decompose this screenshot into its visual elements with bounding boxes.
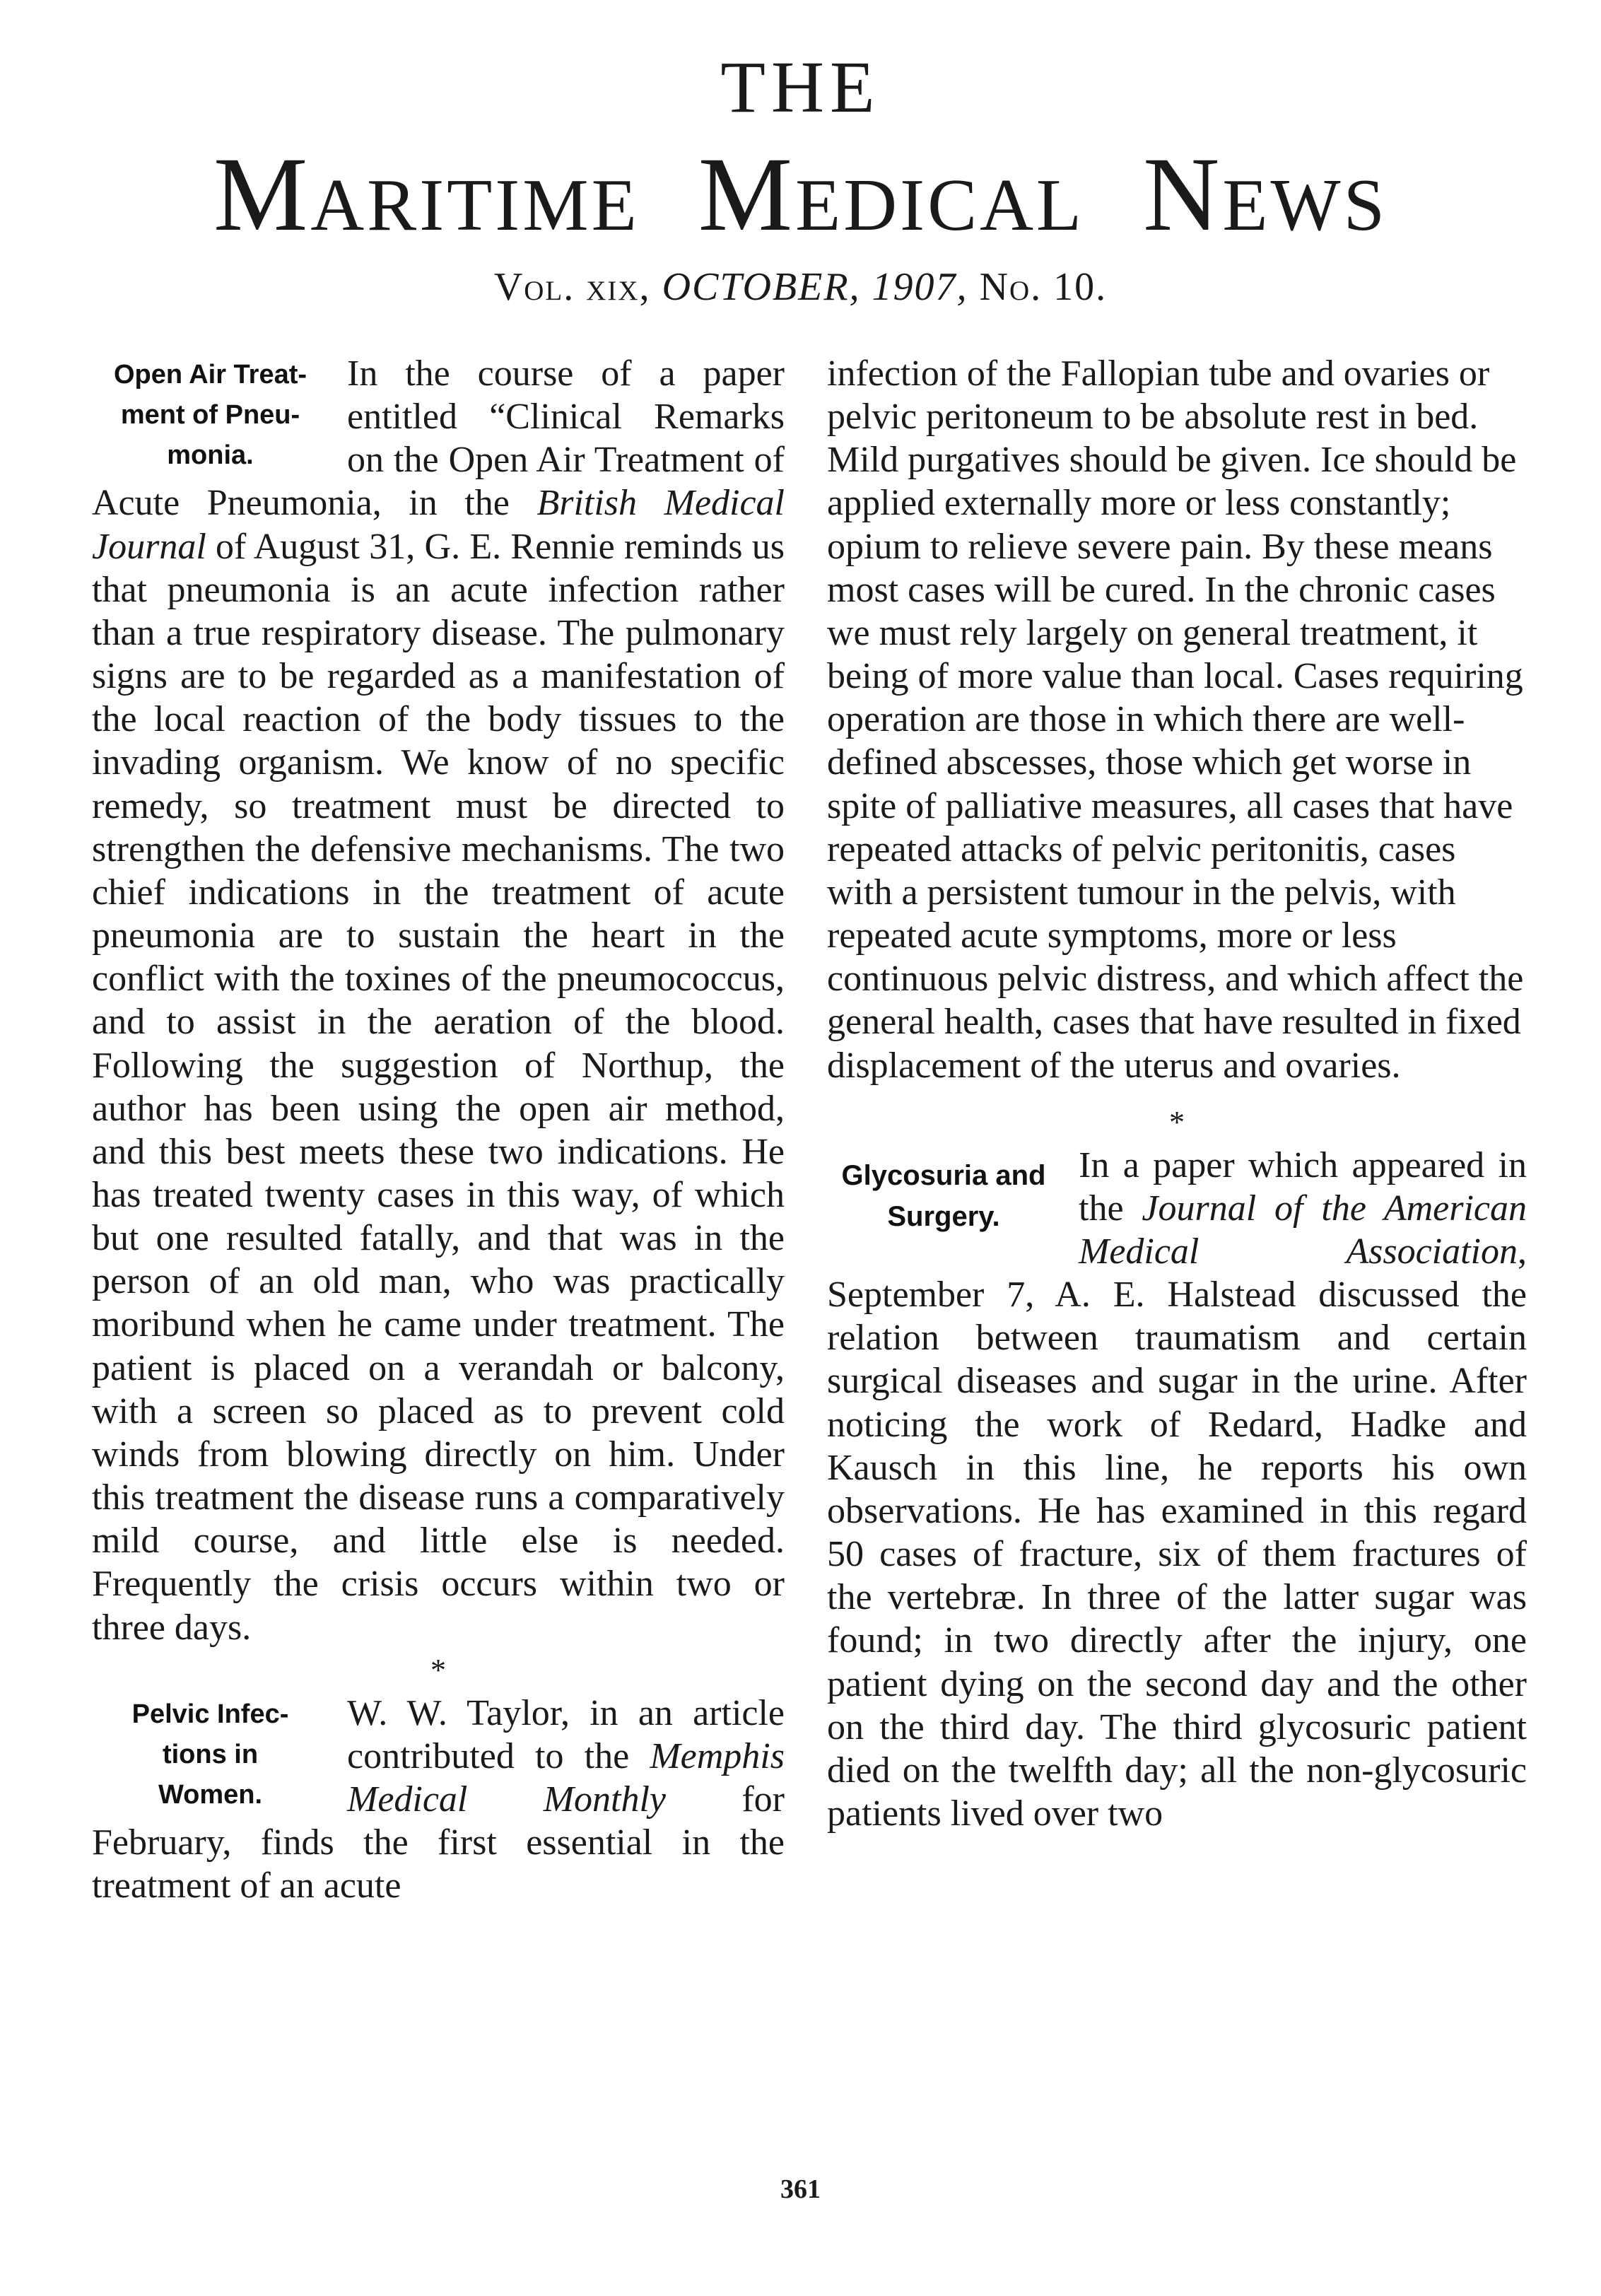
pneumonia-text-b: of August 31, G. E. Rennie reminds us that pneumonia is an acute infection rather than a true respiratory disease. The pulmonary signs are to be regarded as a manifestation of the local reaction of the body tissues to the invading organism. We know of no specific remedy, so treatment must be directed to strengthen the defensive mechanisms. The two chief indications in the treatment of acute pneumonia are to sustain the heart in the conflict with the toxines of the pneumococcus, and to assist in the aeration of the blood. Following the suggestion of Northup, the author has been using the open air method, and this best meets these two indications. He has treated twenty cases in this way, of which but one resulted fatally, and that was in the person of an old man, who was practically moribund when he came under treatment. The patient is placed on a verandah or balcony, with a screen so placed as to prevent cold winds from blowing directly on him. Under this treatment the disease runs a comparatively mild course, and little else is needed. Frequently the crisis occurs within two or three days. — [92, 526, 785, 1648]
masthead-the: THE — [720, 47, 881, 128]
article-pelvic — [92, 1692, 785, 1908]
separator-asterisk: * — [1169, 1104, 1185, 1140]
title-word-ews: ews — [1222, 136, 1388, 253]
sidehead-line: tions in — [162, 1739, 259, 1769]
pelvic-text-b: for February, finds the first essential in the treatment of an acute — [92, 1779, 785, 1906]
issue-line — [0, 267, 1601, 307]
sidehead-line: Surgery. — [887, 1200, 1000, 1232]
sidehead-pneumonia — [92, 355, 329, 476]
title-initial-n: N — [1143, 136, 1223, 253]
issue-number: No. 10. — [979, 265, 1108, 309]
sidehead-line: Glycosuria and — [841, 1159, 1046, 1191]
article-glycosuria — [827, 1144, 1527, 1836]
glycosuria-journal: Journal of the American Medical Association — [1079, 1188, 1527, 1272]
sidehead-pelvic — [92, 1694, 329, 1815]
issue-date: OCTOBER, 1907, — [662, 265, 968, 309]
separator-asterisk: * — [430, 1652, 446, 1687]
title-initial-m2: M — [698, 136, 796, 253]
glycosuria-text-a: In a paper which appeared in the — [1079, 1144, 1527, 1229]
sidehead-line: Open Air Treat- — [113, 360, 307, 390]
sidehead-glycosuria — [827, 1155, 1060, 1237]
pelvic-text-a: W. W. Taylor, in an article contributed to the — [347, 1692, 785, 1776]
pneumonia-journal: British Medical Journal — [92, 483, 785, 567]
sidehead-line: monia. — [167, 440, 254, 470]
pelvic-continuation: infection of the Fallopian tube and ovaries or pelvic peritoneum to be absolute rest in bed. Mild purgatives should be given. Ice should be applied externally more or less constantly; opium to relieve severe pain. By these means most cases will be cured. In the chronic cases we must rely largely on general treatment, it being of more value than local. Cases requiring operation are those in which there are well-defined abscesses, those which get worse in spite of palliative measures, all cases that have repeated attacks of pelvic peritonitis, cases with a persistent tumour in the pelvis, with repeated acute symptoms, more or less continuous pelvic distress, and which affect the general health, cases that have resulted in fixed displacement of the uterus and ovaries. — [827, 353, 1524, 1086]
sidehead-line: ment of Pneu- — [120, 400, 300, 430]
pneumonia-text-a: In the course of a paper entitled “Clinical Remarks on the Open Air Treatment of Acute Pneumonia, in the — [92, 353, 785, 524]
right-column — [827, 352, 1527, 1835]
glycosuria-text-b: , September 7, A. E. Halstead discussed the relation between traumatism and certain surgical diseases and sugar in the urine. After noticing the work of Redard, Hadke and Kausch in this line, he reports his own observations. He has examined in this regard 50 cases of fracture, six of them fractures of the vertebræ. In three of the latter sugar was found; in two directly after the injury, one patient dying on the second day and the other on the third day. The third glycosuric patient died on the twelfth day; all the non-glycosuric patients lived over two — [827, 1231, 1527, 1834]
volume-label: Vol. xix, — [493, 265, 651, 309]
sidehead-line: Women. — [158, 1779, 263, 1810]
pelvic-journal: Memphis Medical Monthly — [347, 1735, 785, 1820]
left-column — [92, 352, 785, 1907]
title-word-edical: edical — [795, 136, 1085, 253]
journal-title — [0, 136, 1601, 253]
article-pneumonia — [92, 352, 785, 1649]
title-word-aritime: aritime — [310, 136, 640, 253]
page-number: 361 — [780, 2174, 821, 2204]
title-initial-m1: M — [213, 136, 311, 253]
sidehead-line: Pelvic Infec- — [131, 1699, 289, 1729]
